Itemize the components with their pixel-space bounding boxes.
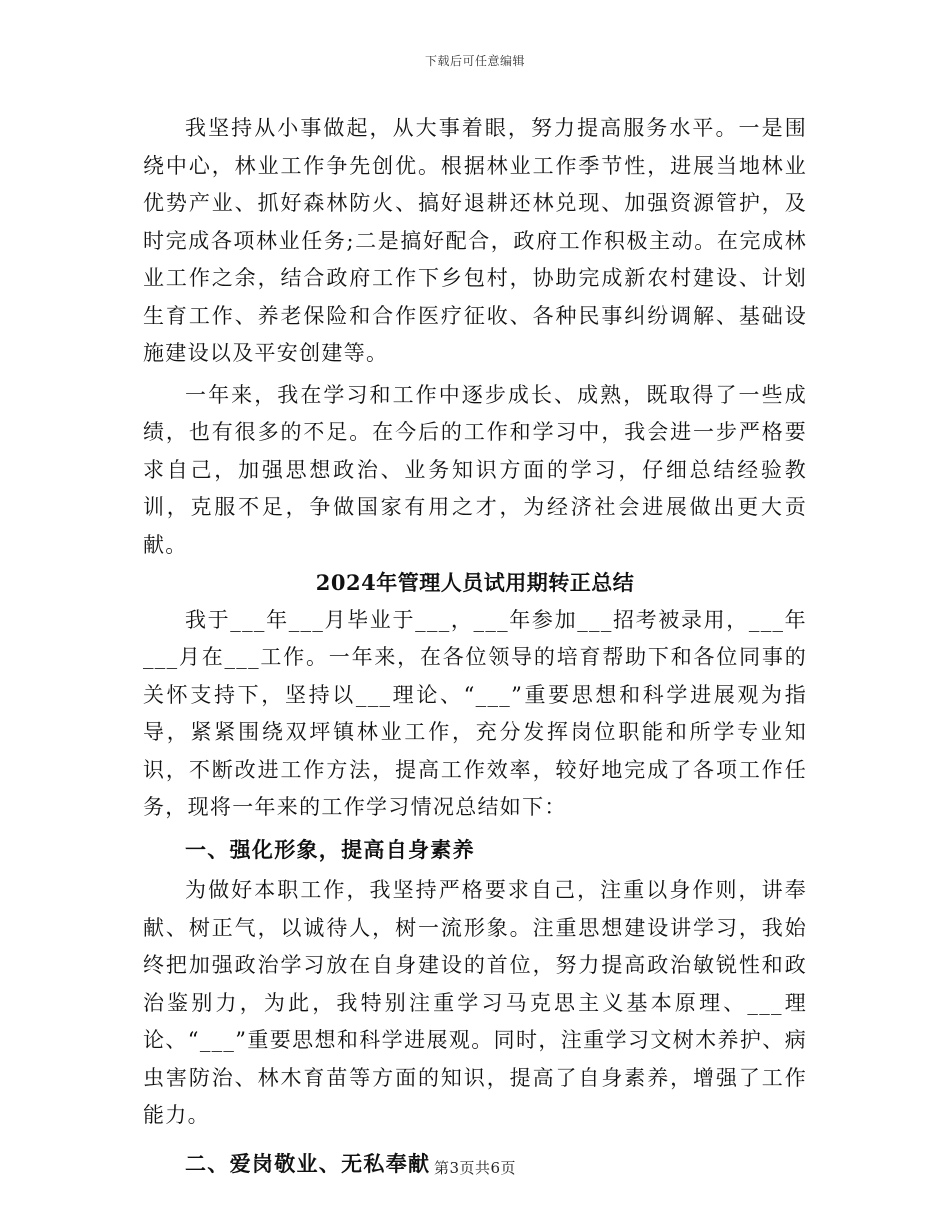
section-heading-1: 一、强化形象，提高自身素养 xyxy=(185,836,475,862)
paragraph-service-level: 我坚持从小事做起，从大事着眼，努力提高服务水平。一是围绕中心，林业工作争先创优。根据林业工作季节性，进展当地林业优势产业、抓好森林防火、搞好退耕还林兑现、加强资源管护，及时完成各项林业任务;二是搞好配合，政府工作积极主动。在完成林业工作之余，结合政府工作下乡包村，协助完成新农村建设、计划生育工作、养老保险和合作医疗征收、各种民事纠纷调解、基础设施建设以及平安创建等。 xyxy=(143,116,807,365)
paragraph-introduction: 我于___年___月毕业于___，___年参加___招考被录用，___年___月在___工作。一年来，在各位领导的培育帮助下和各位同事的关怀支持下，坚持以___理论、“___”重要思想和科学进展观为指导，紧紧围绕双坪镇林业工作，充分发挥岗位职能和所学专业知识，不断改进工作方法，提高工作效率，较好地完成了各项工作任务，现将一年来的工作学习情况总结如下： xyxy=(143,607,807,819)
paragraph-self-improvement: 为做好本职工作，我坚持严格要求自己，注重以身作则，讲奉献、树正气，以诚待人，树一流形象。注重思想建设讲学习，我始终把加强政治学习放在自身建设的首位，努力提高政治敏锐性和政治鉴别力，为此，我特别注重学习马克思主义基本原理、___理论、“___”重要思想和科学进展观。同时，注重学习文树木养护、病虫害防治、林木育苗等方面的知识，提高了自身素养，增强了工作能力。 xyxy=(143,878,807,1127)
page-header-note: 下载后可任意编辑 xyxy=(424,54,525,68)
section-heading-2: 二、爱岗敬业、无私奉献 xyxy=(185,1150,431,1176)
paragraph-year-review: 一年来，我在学习和工作中逐步成长、成熟，既取得了一些成绩，也有很多的不足。在今后的工作和学习中，我会进一步严格要求自己，加强思想政治、业务知识方面的学习，仔细总结经验教训，克服不足，争做国家有用之才，为经济社会进展做出更大贡献。 xyxy=(143,382,807,557)
document-body xyxy=(143,110,807,1182)
page-number: 第3页共6页 xyxy=(433,1159,517,1177)
document-title: 2024年管理人员试用期转正总结 xyxy=(315,570,635,595)
